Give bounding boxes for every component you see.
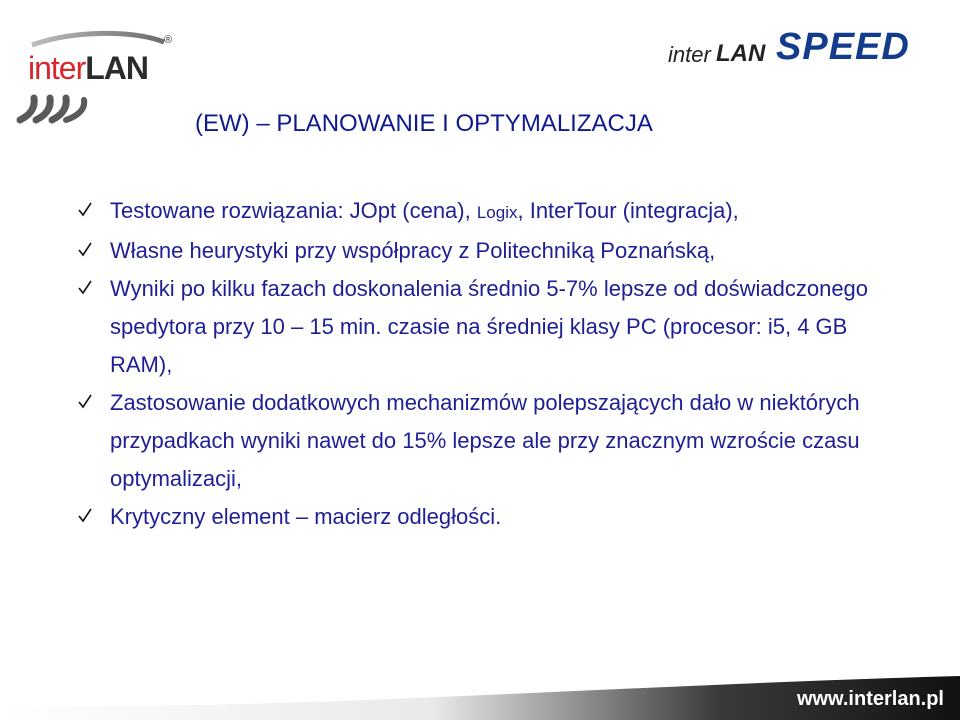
checkmark-icon [78, 279, 92, 295]
checkmark-icon [78, 241, 92, 257]
checkmark-icon [78, 201, 92, 217]
logo-inter-text: inter [28, 50, 86, 86]
speed-logo-lan-text: LAN [716, 40, 766, 67]
bullet-text-logix: Logix [476, 203, 518, 222]
footer-website-link[interactable]: www.interlan.pl [796, 688, 944, 710]
bullet-text: , InterTour (integracja), [517, 198, 739, 223]
bullet-text: Testowane rozwiązania: JOpt (cena), [110, 198, 477, 223]
bullet-item [74, 384, 904, 498]
bullet-item [74, 270, 904, 384]
interlan-speed-logo [660, 26, 950, 76]
bullet-list [74, 192, 904, 536]
slide-title: (EW) – PLANOWANIE I OPTYMALIZACJA [195, 110, 653, 137]
footer-bar [0, 676, 960, 720]
bullet-item [74, 232, 904, 270]
logo-lan-text: LAN [85, 50, 149, 86]
bullet-text: Własne heurystyki przy współpracy z Politechniką Poznańską, [110, 238, 716, 263]
checkmark-icon [78, 507, 92, 523]
bullet-text: Krytyczny element – macierz odległości. [110, 504, 502, 529]
bullet-item [74, 498, 904, 536]
bullet-item [74, 192, 904, 232]
checkmark-icon [78, 393, 92, 409]
registered-mark: ® [164, 34, 173, 46]
speed-logo-speed-text: SPEED [776, 26, 910, 68]
interlan-logo [14, 20, 184, 130]
bullet-text: Zastosowanie dodatkowych mechanizmów polepszających dało w niektórych przypadkach wyniki nawet do 15% lepsze ale przy znacznym wzroście czasu optymalizacji, [110, 390, 860, 491]
bullet-text: Wyniki po kilku fazach doskonalenia średnio 5-7% lepsze od doświadczonego spedytora przy 10 – 15 min. czasie na średniej klasy PC (procesor: i5, 4 GB RAM), [110, 276, 869, 377]
speed-logo-inter-text: inter [668, 42, 711, 67]
